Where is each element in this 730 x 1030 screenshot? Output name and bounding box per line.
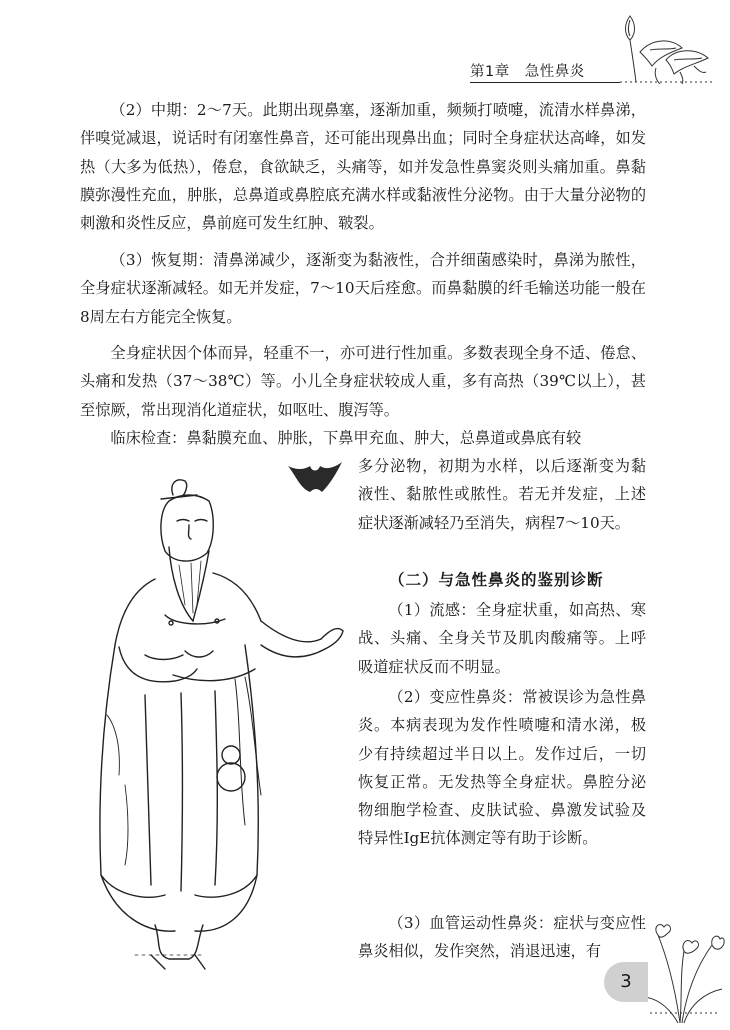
page-number: 3 [604, 962, 648, 1002]
chapter-header: 第1章 急性鼻炎 [470, 64, 585, 80]
paragraph-clinical-exam-start: 临床检查：鼻黏膜充血、肿胀，下鼻甲充血、肿大，总鼻道或鼻底有较 [110, 429, 582, 447]
section-heading-differential: （二）与急性鼻炎的鉴别诊断 [389, 570, 604, 589]
paragraph-allergic-rhinitis: （2）变应性鼻炎：常被误诊为急性鼻炎。本病表现为发作性喷嚏和清水涕，极少有持续超过半日以上。发作过后，一切恢复正常。无发热等全身症状。鼻腔分泌物细胞学检查、皮肤试验、鼻激发试验及特异性IgE抗体测定等有助于诊断。 [358, 688, 646, 848]
lotus-icon [610, 8, 720, 88]
paragraph-influenza: （1）流感：全身症状重，如高热、寒战、头痛、全身关节及肌肉酸痛等。上呼吸道症状反而不明显。 [358, 601, 646, 676]
paragraph-vasomotor-rhinitis: （3）血管运动性鼻炎：症状与变应性鼻炎相似，发作突然，消退迅速，有 [358, 914, 646, 961]
paragraph-clinical-exam-cont: 多分泌物，初期为水样，以后逐渐变为黏液性、黏脓性或脓性。若无并发症，上述症状逐渐减轻乃至消失，病程7～10天。 [358, 457, 646, 532]
orchid-icon [640, 905, 725, 1025]
sage-illustration [85, 455, 355, 975]
paragraph-recovery-stage: （3）恢复期：清鼻涕减少，逐渐变为黏液性，合并细菌感染时，鼻涕为脓性，全身症状逐渐减轻。如无并发症，7～10天后痊愈。而鼻黏膜的纤毛输送功能一般在8周左右方能完全恢复。 [80, 251, 646, 326]
header-rule [470, 82, 620, 83]
paragraph-intermediate-stage: （2）中期：2～7天。此期出现鼻塞，逐渐加重，频频打喷嚏，流清水样鼻涕，伴嗅觉减退，说话时有闭塞性鼻音，还可能出现鼻出血；同时全身症状达高峰，如发热（大多为低热），倦怠，食欲缺乏，头痛等，如并发急性鼻窦炎则头痛加重。鼻黏膜弥漫性充血，肿胀，总鼻道或鼻腔底充满水样或黏液性分泌物。由于大量分泌物的刺激和炎性反应，鼻前庭可发生红肿、皲裂。 [80, 101, 646, 233]
paragraph-systemic-symptoms: 全身症状因个体而异，轻重不一，亦可进行性加重。多数表现全身不适、倦怠、头痛和发热（37～38℃）等。小儿全身症状较成人重，多有高热（39℃以上），甚至惊厥，常出现消化道症状，如呕吐、腹泻等。 [80, 344, 646, 419]
